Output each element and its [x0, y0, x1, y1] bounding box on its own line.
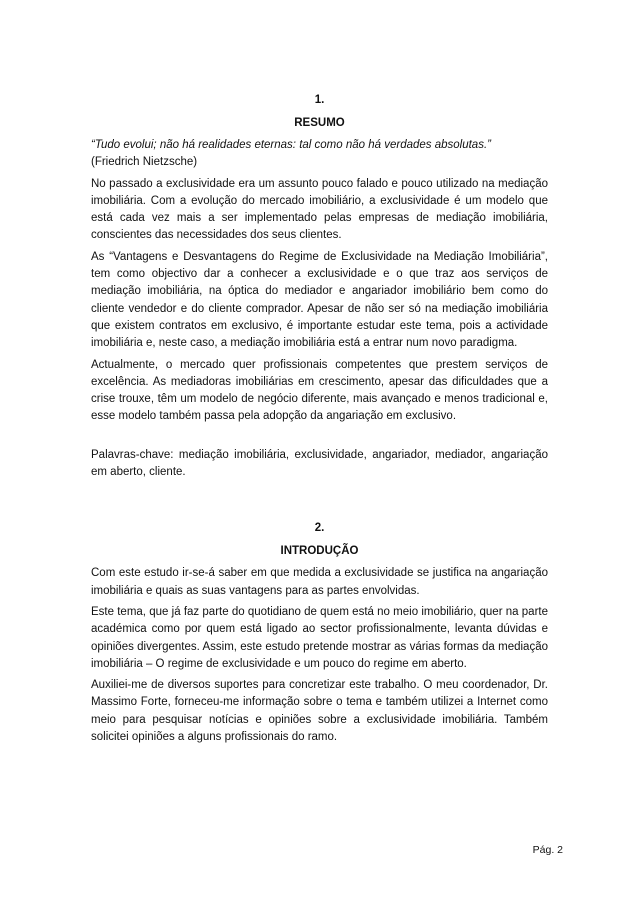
section-number: 2.	[314, 522, 325, 535]
section-title: RESUMO	[294, 117, 345, 129]
section-number: 1.	[314, 94, 325, 106]
section-resumo	[91, 92, 548, 481]
paragraph: Auxiliei-me de diversos suportes para concretizar este trabalho. O meu coordenador, Dr. Massimo Forte, forneceu-me informação sobre o tema e também utilizei a Internet como meio para pesquisar notícias e opiniões sobre a exclusividade imobiliária. Também solicitei opiniões a alguns profissionais do ramo.	[91, 679, 548, 744]
section-introducao	[91, 520, 548, 746]
paragraph: Actualmente, o mercado quer profissionais competentes que prestem serviços de excelência. As mediadoras imobiliárias em crescimento, apesar das dificuldades que a crise trouxe, têm um modelo de negócio diferente, mais avançado e menos tradicional e, esse modelo também passa pela adopção da angariação em exclusivo.	[91, 358, 548, 423]
epigraph-quote: “Tudo evolui; não há realidades eternas: tal como não há verdades absolutas.”	[91, 139, 491, 151]
section-title: INTRODUÇÃO	[280, 545, 359, 558]
keywords: Palavras-chave: mediação imobiliária, exclusividade, angariador, mediador, angariação em aberto, cliente.	[91, 448, 548, 479]
paragraph: Com este estudo ir-se-á saber em que medida a exclusividade se justifica na angariação imobiliária e quais as suas vantagens para as partes envolvidas.	[91, 567, 548, 597]
page-number: Pág. 2	[532, 844, 563, 856]
paragraph: As “Vantagens e Desvantagens do Regime de Exclusividade na Mediação Imobiliária”, tem como objectivo dar a conhecer a exclusividade e o que traz aos serviços de mediação imobiliária, na óptica do mediador e angariador imobiliário bem como do cliente vendedor e do cliente comprador. Apesar de não ser só na mediação imobiliária que existem contratos em exclusivo, é importante estudar este tema, pois a actividade imobiliária e, neste caso, a mediação imobiliária está a entrar num novo paradigma.	[91, 250, 548, 350]
paragraph: No passado a exclusividade era um assunto pouco falado e pouco utilizado na mediação imobiliária. Com a evolução do mercado imobiliário, a exclusividade é um modelo que está cada vez mais a ser implementado pelas empresas de mediação imobiliária, conscientes das necessidades dos seus clientes.	[91, 177, 548, 242]
paragraph: Este tema, que já faz parte do quotidiano de quem está no meio imobiliário, quer na parte académica como por quem está ligado ao sector profissionalmente, levanta dúvidas e opiniões divergentes. Assim, este estudo pretende mostrar as várias formas da mediação imobiliária – O regime de exclusividade e um pouco do regime em aberto.	[91, 605, 548, 670]
epigraph-author: (Friedrich Nietzsche)	[91, 156, 198, 169]
